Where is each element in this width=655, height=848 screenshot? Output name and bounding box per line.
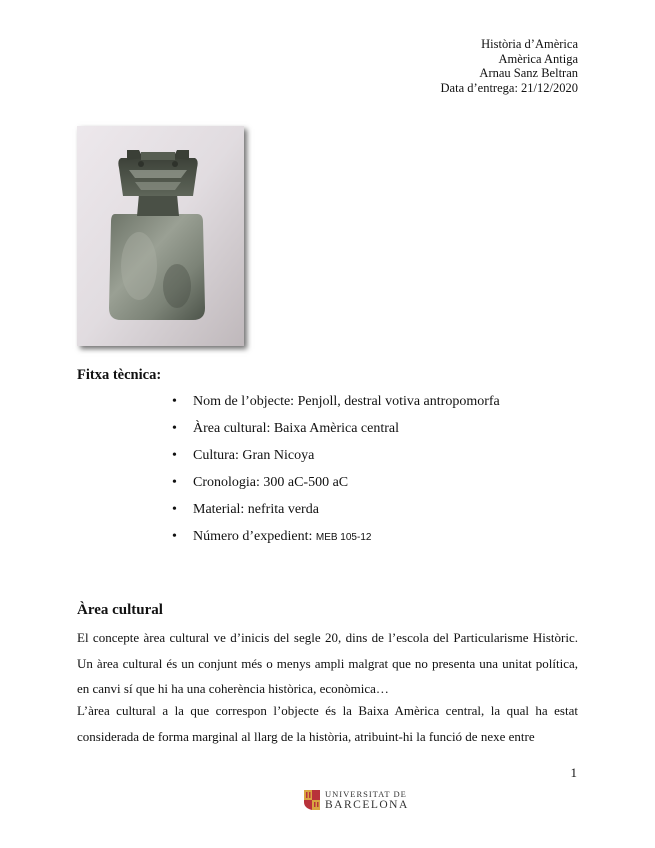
list-item: • Nom de l’objecte: Penjoll, destral votiva antropomorfa (170, 388, 500, 415)
header-author: Arnau Sanz Beltran (479, 66, 578, 80)
expedient-code: MEB 105-12 (315, 532, 372, 543)
area-paragraph-1: El concepte àrea cultural ve d’inicis del segle 20, dins de l’escola del Particularisme Històric. Un àrea cultural és un conjunt més o menys ampli malgrat que no presenta una unitat política, en canvi sí que hi ha una coherència històrica, econòmica… (77, 630, 578, 696)
fitxa-tecnica-list (170, 388, 500, 550)
page-number: 1 (570, 765, 577, 780)
list-item: • Cultura: Gran Nicoya (170, 442, 500, 469)
expedient-label: Número d’expedient: (193, 529, 313, 544)
area-paragraph-2: L’àrea cultural a la que correspon l’objecte és la Baixa Amèrica central, la qual ha estat considerada de forma marginal al llarg de la història, atribuint-hi la funció de nexe entre (77, 703, 578, 744)
list-item: • Àrea cultural: Baixa Amèrica central (170, 415, 500, 442)
logo-text-top: UNIVERSITAT DE (325, 789, 407, 799)
document-header (441, 37, 578, 95)
fitxa-tecnica-heading: Fitxa tècnica: (77, 367, 162, 383)
university-logo (304, 789, 409, 811)
area-cultural-heading: Àrea cultural (77, 602, 163, 618)
list-item: • Cronologia: 300 aC-500 aC (170, 469, 500, 496)
list-item-expedient (170, 523, 500, 550)
header-course: Història d’Amèrica (481, 37, 578, 51)
artifact-photo (77, 126, 244, 346)
list-item: • Material: nefrita verda (170, 496, 500, 523)
university-shield-icon (304, 790, 320, 810)
header-subject: Amèrica Antiga (498, 51, 578, 66)
logo-text-bottom: BARCELONA (325, 799, 409, 811)
header-date: Data d’entrega: 21/12/2020 (440, 80, 578, 95)
